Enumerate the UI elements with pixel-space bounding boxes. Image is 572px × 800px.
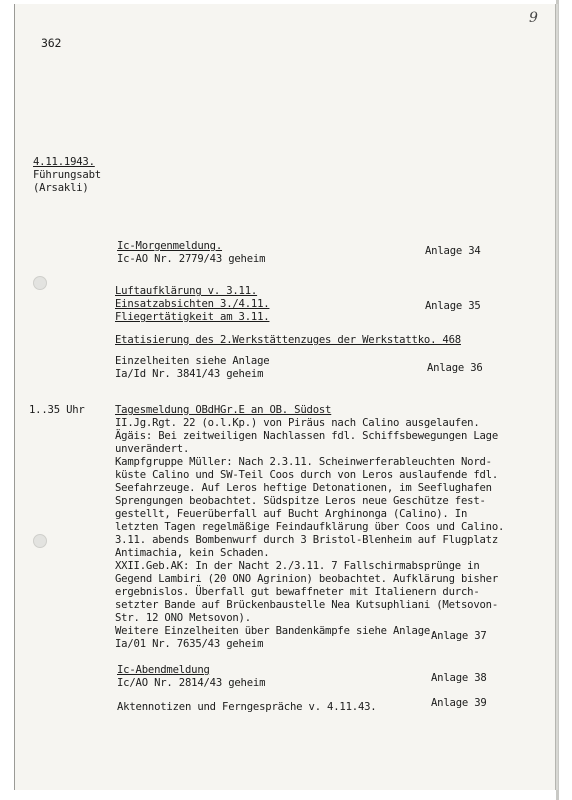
date: 4.11.1943. xyxy=(33,156,95,168)
report-line: Sprengungen beobachtet. Südspitze Leros neue Geschütze fest- xyxy=(115,495,486,507)
report-line: unverändert. xyxy=(115,443,190,455)
report-line: Kampfgruppe Müller: Nach 2.3.11. Scheinwerferableuchten Nord- xyxy=(115,456,492,468)
entry-2-line-3: Fliegertätigkeit am 3.11. xyxy=(115,311,270,323)
notes-annex: Anlage 39 xyxy=(431,697,487,709)
notes-line: Aktennotizen und Ferngespräche v. 4.11.43. xyxy=(117,701,377,713)
punch-hole-top xyxy=(33,276,47,290)
page-edge-shadow xyxy=(556,0,559,800)
unit: Führungsabt xyxy=(33,169,101,181)
report-line: küste Calino und SW-Teil Coos durch von Leros auslaufende fdl. xyxy=(115,469,499,481)
report-line: Antimachia, kein Schaden. xyxy=(115,547,270,559)
report-line: gestellt, Feuerüberfall auf Bucht Arghinonga (Calino). In xyxy=(115,508,468,520)
report-line: letzten Tagen regelmäßige Feindaufklärung über Coos und Calino. xyxy=(115,521,505,533)
report-title: Tagesmeldung OBdHGr.E an OB. Südost xyxy=(115,404,332,416)
report-line: Ägäis: Bei zeitweiligen Nachlassen fdl. Schiffsbewegungen Lage xyxy=(115,430,499,442)
evening-annex: Anlage 38 xyxy=(431,672,487,684)
report-line: Seefahrzeuge. Auf Leros heftige Detonationen, im Seeflughafen xyxy=(115,482,492,494)
entry-2-annex: Anlage 35 xyxy=(425,300,481,312)
document-page xyxy=(14,4,556,790)
punch-hole-bottom xyxy=(33,534,47,548)
evening-ref: Ic/AO Nr. 2814/43 geheim xyxy=(117,677,266,689)
report-line: II.Jg.Rgt. 22 (o.l.Kp.) von Piräus nach Calino ausgelaufen. xyxy=(115,417,480,429)
report-line: Ia/01 Nr. 7635/43 geheim xyxy=(115,638,264,650)
report-line: XXII.Geb.AK: In der Nacht 2./3.11. 7 Fallschirmabsprünge in xyxy=(115,560,480,572)
entry-3-line-2: Ia/Id Nr. 3841/43 geheim xyxy=(115,368,264,380)
report-line: Str. 12 ONO Metsovon). xyxy=(115,612,251,624)
location: (Arsakli) xyxy=(33,182,89,194)
entry-2-line-2: Einsatzabsichten 3./4.11. xyxy=(115,298,270,310)
report-line: setzter Bande auf Brückenbaustelle Nea Kutsuphliani (Metsovon- xyxy=(115,599,499,611)
report-line: Weitere Einzelheiten über Bandenkämpfe siehe Anlage. xyxy=(115,625,437,637)
report-time: 1..35 Uhr xyxy=(29,404,85,416)
report-annex: Anlage 37 xyxy=(431,630,487,642)
entry-3-line-1: Einzelheiten siehe Anlage xyxy=(115,355,270,367)
report-line: ergebnislos. Überfall gut bewaffneter mit Italienern durch- xyxy=(115,586,480,598)
entry-1-ref: Ic-AO Nr. 2779/43 geheim xyxy=(117,253,266,265)
entry-3-annex: Anlage 36 xyxy=(427,362,483,374)
report-line: Gegend Lambiri (20 ONO Agrinion) beobachtet. Aufklärung bisher xyxy=(115,573,499,585)
page-number: 362 xyxy=(41,36,62,50)
entry-1-title: Ic-Morgenmeldung. xyxy=(117,240,223,252)
corner-mark: 9 xyxy=(529,10,538,26)
entry-1-annex: Anlage 34 xyxy=(425,245,481,257)
evening-title: Ic-Abendmeldung xyxy=(117,664,210,676)
entry-2-line-1: Luftaufklärung v. 3.11. xyxy=(115,285,258,297)
entry-3-title: Etatisierung des 2.Werkstättenzuges der Werkstattko. 468 xyxy=(115,334,461,346)
report-line: 3.11. abends Bombenwurf durch 3 Bristol-Blenheim auf Flugplatz xyxy=(115,534,499,546)
